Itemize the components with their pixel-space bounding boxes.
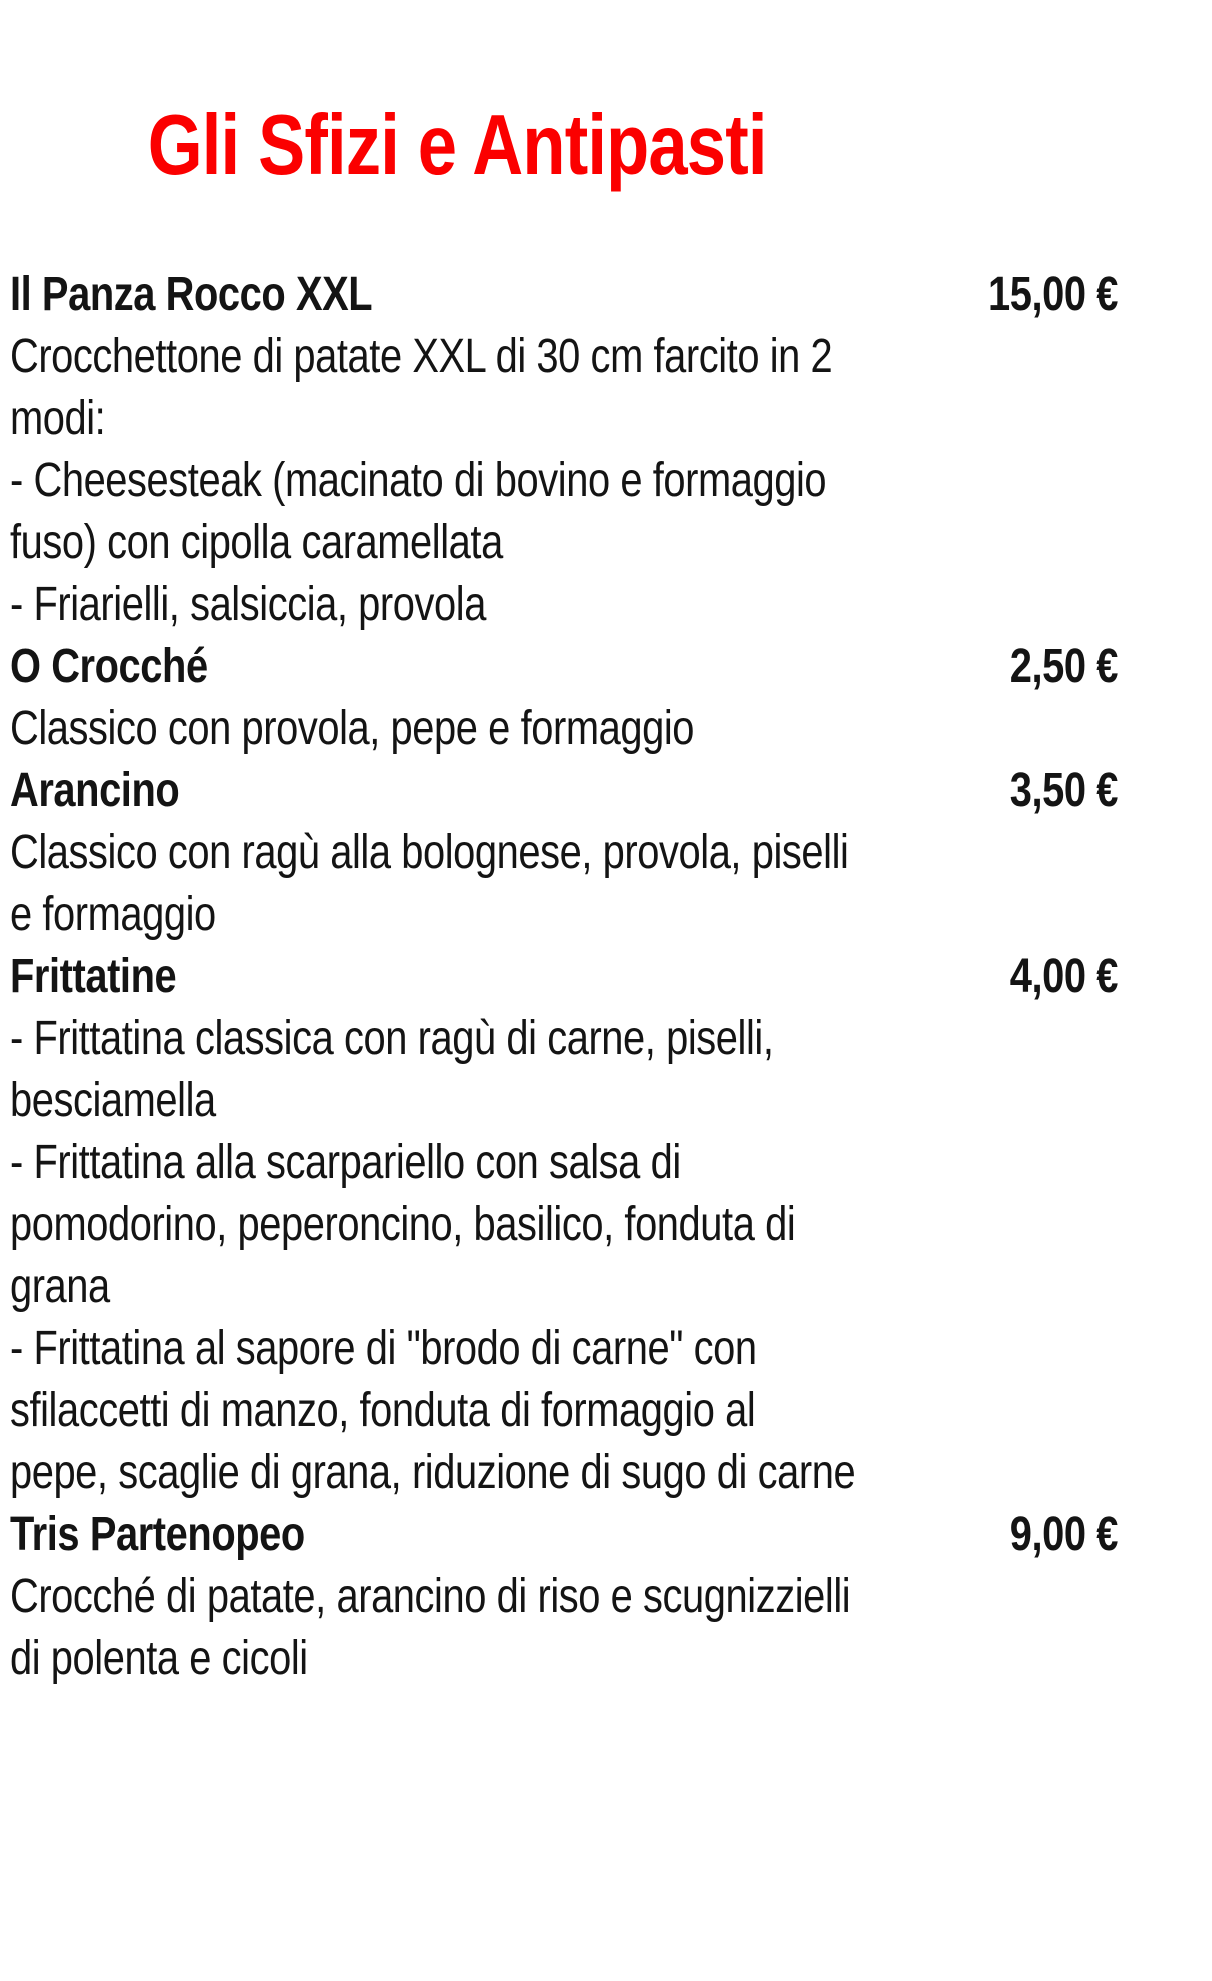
menu-item-header (10, 760, 1118, 822)
menu-page (0, 98, 1212, 1690)
item-description-line: - Frittatina al sapore di "brodo di carne" con (9, 1322, 757, 1375)
item-price: 3,50 € (1009, 764, 1119, 817)
item-description-line: grana (9, 1260, 110, 1313)
item-description-line: sfilaccetti di manzo, fonduta di formaggio al (9, 1384, 756, 1437)
item-description-line: - Frittatina alla scarpariello con salsa di (9, 1136, 681, 1189)
item-price: 15,00 € (987, 268, 1119, 321)
item-description-line: e formaggio (9, 888, 216, 941)
item-description-line: Classico con provola, pepe e formaggio (9, 702, 694, 755)
item-name: O Crocché (9, 640, 208, 693)
page-title: Gli Sfizi e Antipasti (147, 98, 767, 193)
item-price: 9,00 € (1009, 1508, 1119, 1561)
item-description-line: pepe, scaglie di grana, riduzione di sugo di carne (9, 1446, 856, 1499)
item-description-line: - Cheesesteak (macinato di bovino e formaggio (9, 454, 827, 507)
menu-item-header (10, 1504, 1118, 1566)
item-name: Il Panza Rocco XXL (9, 268, 373, 321)
item-name: Frittatine (9, 950, 177, 1003)
item-description-line: di polenta e cicoli (9, 1632, 308, 1685)
item-description-line: pomodorino, peperoncino, basilico, fonduta di (9, 1198, 796, 1251)
item-price: 4,00 € (1009, 950, 1119, 1003)
item-name: Arancino (9, 764, 180, 817)
menu-item-header (10, 636, 1118, 698)
item-description-line: modi: (9, 392, 106, 445)
item-description-line: Classico con ragù alla bolognese, provola, piselli (9, 826, 849, 879)
menu-items (0, 264, 1212, 1690)
item-description-line: - Frittatina classica con ragù di carne, piselli, (9, 1012, 774, 1065)
menu-item-header (10, 946, 1118, 1008)
item-name: Tris Partenopeo (9, 1508, 305, 1561)
item-description-line: - Friarielli, salsiccia, provola (9, 578, 486, 631)
item-description-line: Crocchettone di patate XXL di 30 cm farcito in 2 (9, 330, 833, 383)
item-description-line: besciamella (9, 1074, 216, 1127)
item-description-line: Crocché di patate, arancino di riso e scugnizzielli (9, 1570, 851, 1623)
item-price: 2,50 € (1009, 640, 1119, 693)
menu-item-header (10, 264, 1118, 326)
item-description-line: fuso) con cipolla caramellata (9, 516, 503, 569)
